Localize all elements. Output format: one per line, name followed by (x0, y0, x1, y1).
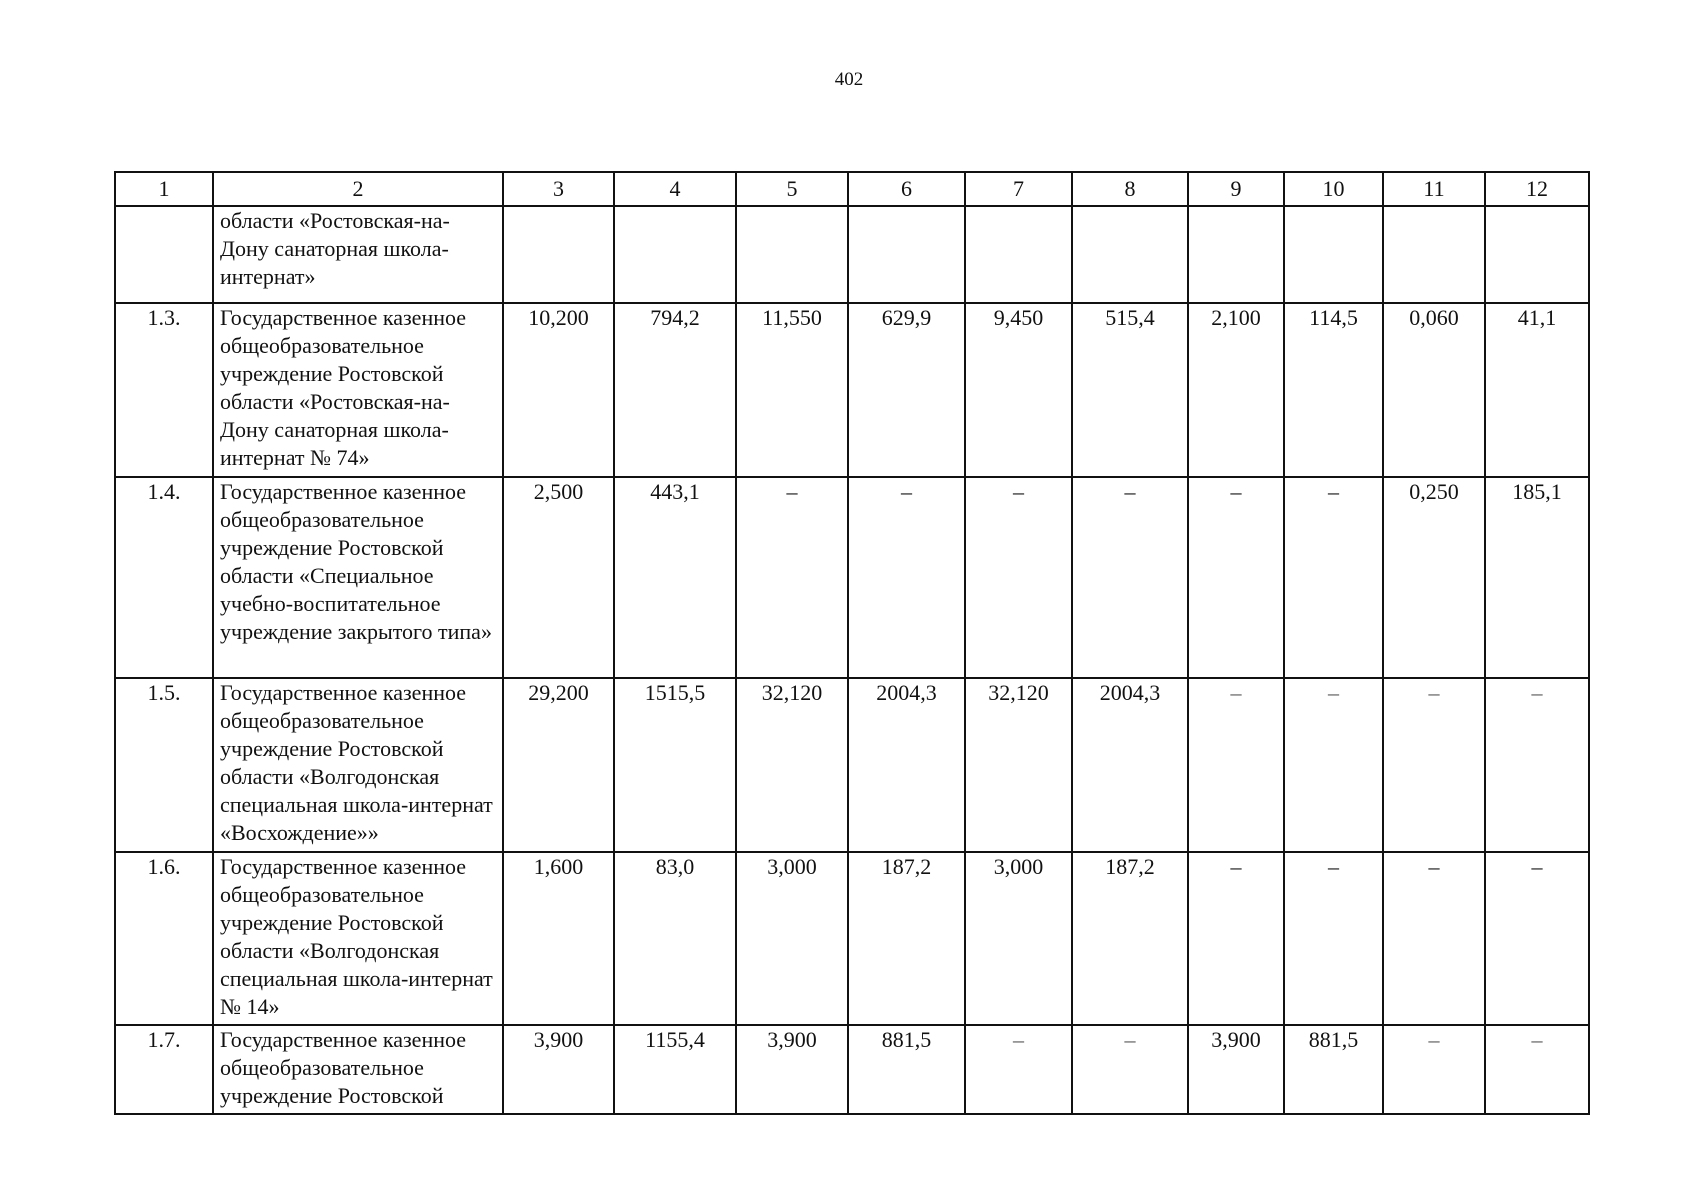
cell-value: 10,200 (503, 303, 614, 477)
cell-value: – (736, 477, 848, 678)
cell-value: 3,000 (736, 852, 848, 1025)
cell-value (736, 206, 848, 303)
cell-value: 515,4 (1072, 303, 1188, 477)
cell-value: – (1072, 1025, 1188, 1114)
column-header: 5 (736, 172, 848, 206)
column-header: 1 (115, 172, 213, 206)
cell-value: 9,450 (965, 303, 1072, 477)
cell-value: 3,900 (503, 1025, 614, 1114)
page-number: 402 (834, 69, 864, 90)
institution-name: Государственное казенное общеобразовательное учреждение Ростовской (213, 1025, 503, 1114)
institution-name: области «Ростовская-на-Дону санаторная школа-интернат» (213, 206, 503, 303)
cell-value: – (1383, 1025, 1485, 1114)
column-header: 11 (1383, 172, 1485, 206)
cell-value: 443,1 (614, 477, 736, 678)
row-number: 1.3. (115, 303, 213, 477)
table-row (115, 852, 1589, 1025)
table-row (115, 678, 1589, 852)
cell-value: 41,1 (1485, 303, 1589, 477)
institution-name: Государственное казенное общеобразовательное учреждение Ростовской области «Ростовская-на-Дону санаторная школа-интернат № 74» (213, 303, 503, 477)
column-header: 8 (1072, 172, 1188, 206)
header-row (115, 172, 1589, 206)
cell-value: – (1188, 852, 1284, 1025)
table-row (115, 1025, 1589, 1114)
cell-value: 83,0 (614, 852, 736, 1025)
column-header: 10 (1284, 172, 1383, 206)
cell-value (1072, 206, 1188, 303)
cell-value: 1515,5 (614, 678, 736, 852)
row-number: 1.6. (115, 852, 213, 1025)
cell-value: 29,200 (503, 678, 614, 852)
column-header: 6 (848, 172, 965, 206)
institution-name: Государственное казенное общеобразовательное учреждение Ростовской области «Волгодонская специальная школа-интернат № 14» (213, 852, 503, 1025)
cell-value (848, 206, 965, 303)
cell-value: – (1284, 477, 1383, 678)
cell-value: 3,900 (736, 1025, 848, 1114)
cell-value: 32,120 (965, 678, 1072, 852)
cell-value: – (1188, 678, 1284, 852)
cell-value (1485, 206, 1589, 303)
cell-value: 794,2 (614, 303, 736, 477)
cell-value: – (1485, 852, 1589, 1025)
table-row (115, 477, 1589, 678)
cell-value (614, 206, 736, 303)
cell-value: – (1072, 477, 1188, 678)
cell-value: 1155,4 (614, 1025, 736, 1114)
cell-value: – (1485, 1025, 1589, 1114)
table-row (115, 206, 1589, 303)
column-header: 3 (503, 172, 614, 206)
row-number: 1.7. (115, 1025, 213, 1114)
cell-value (503, 206, 614, 303)
table-row (115, 303, 1589, 477)
cell-value (1188, 206, 1284, 303)
cell-value: 185,1 (1485, 477, 1589, 678)
cell-value: 0,250 (1383, 477, 1485, 678)
cell-value: – (1383, 678, 1485, 852)
cell-value: 2004,3 (848, 678, 965, 852)
cell-value: 187,2 (848, 852, 965, 1025)
cell-value (1284, 206, 1383, 303)
cell-value: 32,120 (736, 678, 848, 852)
cell-value (1383, 206, 1485, 303)
column-header: 9 (1188, 172, 1284, 206)
cell-value: 881,5 (848, 1025, 965, 1114)
cell-value: – (965, 477, 1072, 678)
column-header: 2 (213, 172, 503, 206)
column-header: 4 (614, 172, 736, 206)
institution-name: Государственное казенное общеобразовательное учреждение Ростовской области «Специальное учебно-воспитательное учреждение закрытого типа» (213, 477, 503, 678)
cell-value: 629,9 (848, 303, 965, 477)
cell-value: 2,100 (1188, 303, 1284, 477)
cell-value: 2004,3 (1072, 678, 1188, 852)
cell-value: 3,900 (1188, 1025, 1284, 1114)
cell-value: 11,550 (736, 303, 848, 477)
row-number (115, 206, 213, 303)
column-header: 7 (965, 172, 1072, 206)
cell-value (965, 206, 1072, 303)
cell-value: – (1188, 477, 1284, 678)
cell-value: 3,000 (965, 852, 1072, 1025)
data-table (114, 171, 1590, 1115)
column-header: 12 (1485, 172, 1589, 206)
cell-value: – (848, 477, 965, 678)
cell-value: – (965, 1025, 1072, 1114)
row-number: 1.4. (115, 477, 213, 678)
cell-value: 114,5 (1284, 303, 1383, 477)
institution-name: Государственное казенное общеобразовательное учреждение Ростовской области «Волгодонская специальная школа-интернат «Восхождение»» (213, 678, 503, 852)
cell-value: 2,500 (503, 477, 614, 678)
cell-value: – (1284, 852, 1383, 1025)
cell-value: – (1485, 678, 1589, 852)
cell-value: 0,060 (1383, 303, 1485, 477)
cell-value: – (1284, 678, 1383, 852)
cell-value: 1,600 (503, 852, 614, 1025)
cell-value: 881,5 (1284, 1025, 1383, 1114)
row-number: 1.5. (115, 678, 213, 852)
cell-value: 187,2 (1072, 852, 1188, 1025)
cell-value: – (1383, 852, 1485, 1025)
